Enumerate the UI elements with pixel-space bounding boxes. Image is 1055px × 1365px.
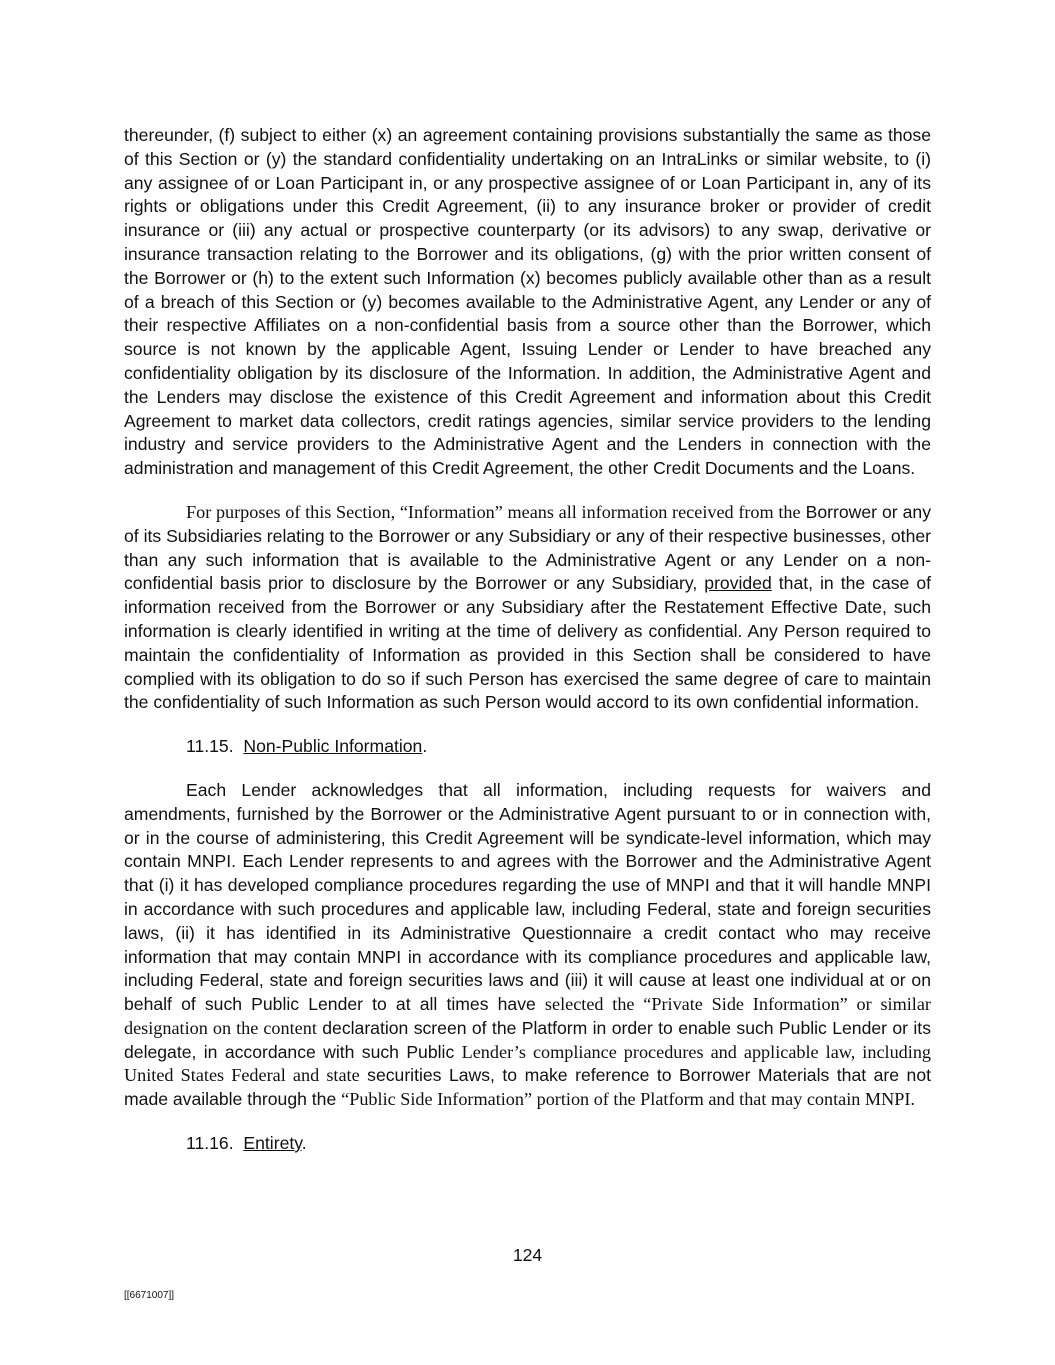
paragraph-text: Each Lender acknowledges that all information, including requests for waivers and amendments, furnished by the Borrower or the Administrative Agent pursuant to or in connection with, or in the course of administering, this Credit Agreement will be syndicate-level information, which may contain MNPI. Each Lender represents to and agrees with the Borrower and the Administrative Agent that (i) it has developed compliance procedures regarding the use of MNPI and that it will handle MNPI in accordance with such procedures and applicable law, including Federal, state and foreign securities laws, (ii) it has identified in its Administrative Questionnaire a credit contact who may receive information that may contain MNPI in accordance with its compliance procedures and applicable law, including Federal, state and foreign securities laws and (iii) it will cause at least one individual at or on behalf of such Public Lender to at all times have	[124, 779, 931, 1015]
section-heading-11-15: 11.15. Non-Public Information.	[186, 736, 428, 757]
section-title: Non-Public Information	[243, 736, 423, 757]
paragraph-mnpi	[124, 779, 931, 1112]
section-number: 11.16.	[186, 1133, 234, 1154]
paragraph-text: securities Laws, to make reference to Borrower Materials that are not made available through the	[124, 1065, 931, 1110]
section-title: Entirety	[243, 1133, 302, 1154]
paragraph-information-definition	[124, 501, 931, 715]
document-body	[124, 124, 931, 1176]
section-number: 11.15.	[186, 736, 234, 757]
provided-term: provided	[704, 573, 772, 594]
paragraph-text: declaration screen of the Platform in order to enable such Public Lender or its delegate, in accordance with such Public	[124, 1017, 931, 1062]
paragraph-text-serif: Lender’s compliance procedures and applicable law, including United States Federal and state	[124, 1041, 932, 1086]
paragraph-text: thereunder, (f) subject to either (x) an agreement containing provisions substantially the same as those of this Section or (y) the standard confidentiality undertaking on an IntraLinks or similar website, to (i) any assignee of or Loan Participant in, or any prospective assignee of or Loan Participant in, any of its rights or obligations under this Credit Agreement, (ii) to any insurance broker or provider of credit insurance or (iii) any actual or prospective counterparty (or its advisors) to any swap, derivative or insurance transaction relating to the Borrower and its obligations, (g) with the prior written consent of the Borrower or (h) to the extent such Information (x) becomes publicly available other than as a result of a breach of this Section or (y) becomes available to the Administrative Agent, any Lender or any of their respective Affiliates on a non-confidential basis from a source other than the Borrower, which source is not known by the applicable Agent, Issuing Lender or Lender to have breached any confidentiality obligation by its disclosure of the Information. In addition, the Administrative Agent and the Lenders may disclose the existence of this Credit Agreement and information about this Credit Agreement to market data collectors, credit ratings agencies, similar service providers to the lending industry and service providers to the Administrative Agent and the Lenders in connection with the administration and management of this Credit Agreement, the other Credit Documents and the Loans.	[124, 125, 931, 479]
document-id: [[6671007]]	[124, 1290, 175, 1301]
paragraph-text-serif: For purposes of this Section, “Information” means all information received from the	[186, 501, 801, 522]
paragraph-text: that, in the case of information received from the Borrower or any Subsidiary after the Restatement Effective Date, such information is clearly identified in writing at the time of delivery as confidential. Any Person required to maintain the confidentiality of Information as provided in this Section shall be considered to have complied with its obligation to do so if such Person has exercised the same degree of care to maintain the confidentiality of such Information as such Person would accord to its own confidential information.	[124, 573, 931, 713]
paragraph-confidentiality-continuation	[124, 124, 931, 481]
paragraph-text: Borrower or any of its Subsidiaries relating to the Borrower or any Subsidiary or any of their respective businesses, other than any such information that is available to the Administrative Agent or any Lender on a non-confidential basis prior to disclosure by the Borrower or any Subsidiary,	[124, 501, 932, 594]
section-heading-11-16: 11.16. Entirety.	[186, 1133, 307, 1154]
paragraph-text-serif: “Public Side Information” portion of the Platform and that may contain MNPI.	[341, 1089, 915, 1110]
page-number: 124	[512, 1245, 543, 1265]
paragraph-text-serif: selected the “Private Side Information” or similar designation on the content	[124, 994, 931, 1038]
